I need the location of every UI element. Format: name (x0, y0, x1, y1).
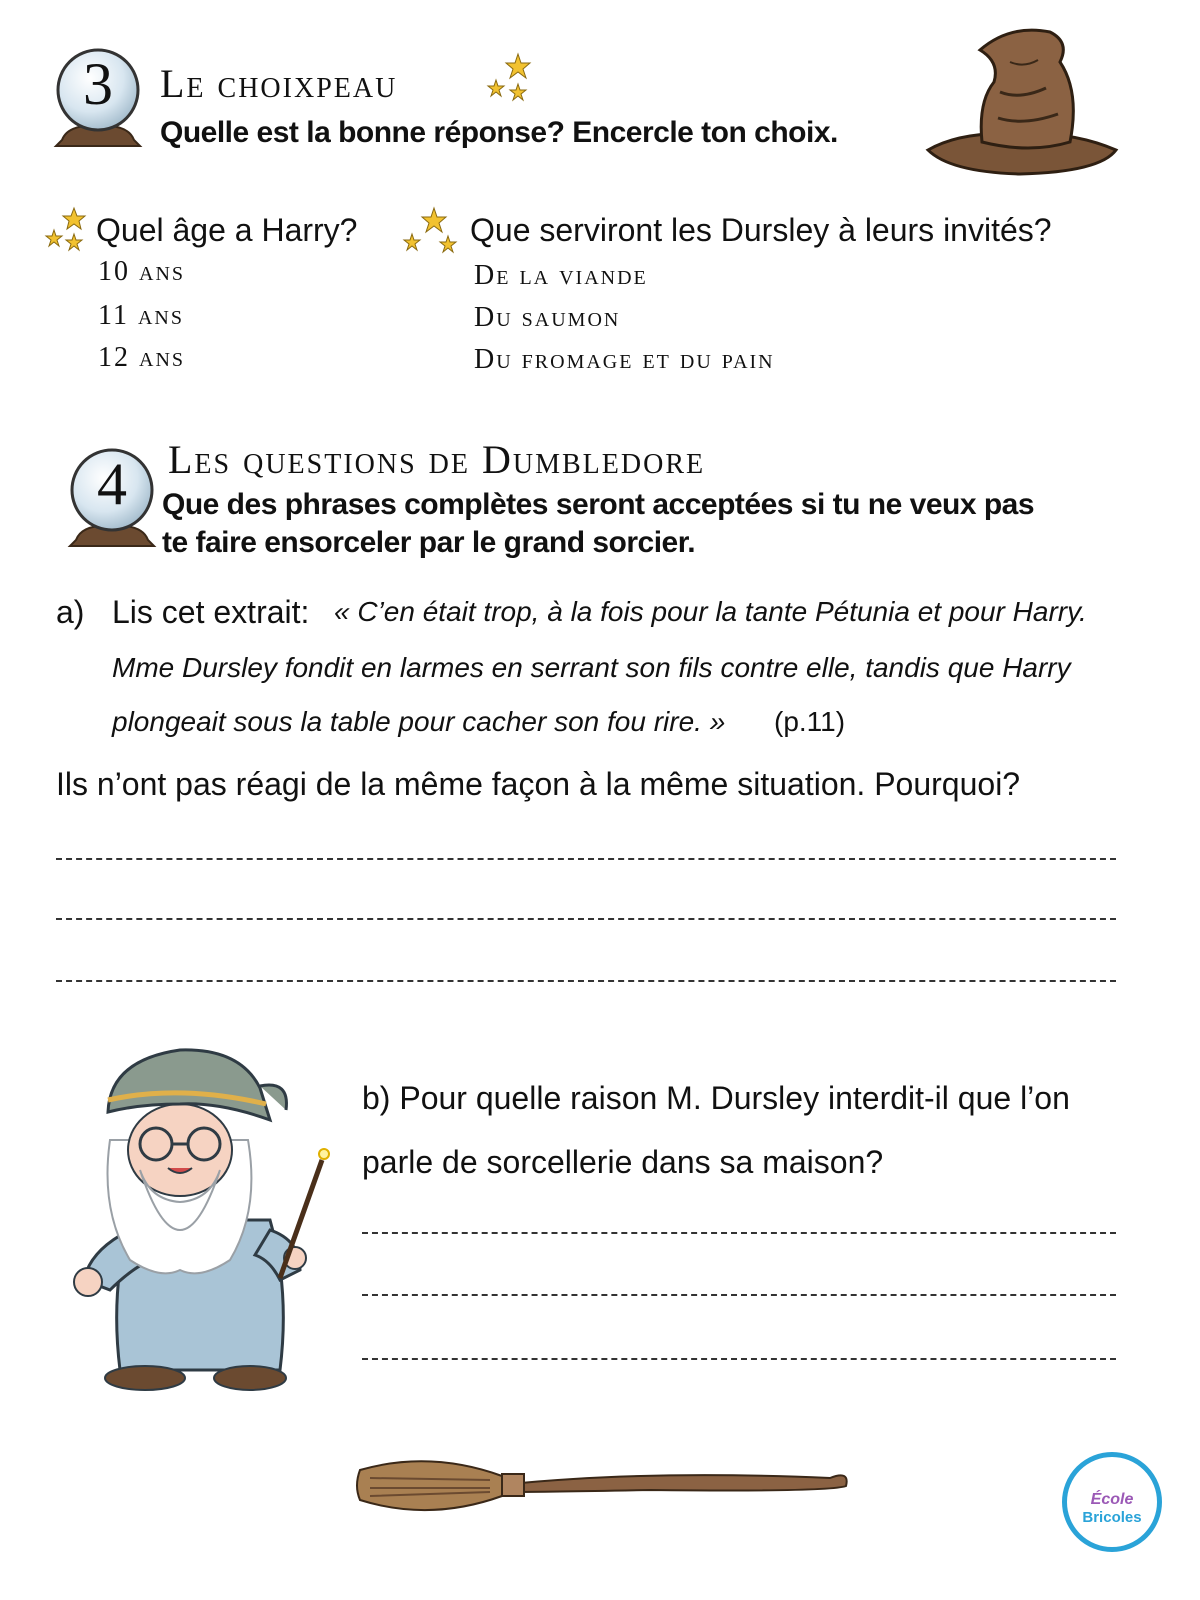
excerpt-line-3: plongeait sous la table pour cacher son fou rire. » (112, 706, 726, 737)
part-a-lead: Lis cet extrait: (112, 594, 310, 630)
logo-text-ecole: École (1090, 1491, 1134, 1508)
question-dursley-guests: Que serviront les Dursley à leurs invités? (470, 212, 1052, 248)
section-3-number: 3 (83, 51, 113, 117)
option-viande[interactable]: De la viande (474, 260, 648, 291)
stars-cluster-icon (400, 206, 464, 262)
excerpt-page-ref: (p.11) (774, 706, 846, 737)
part-a-question: Ils n’ont pas réagi de la même façon à la même situation. Pourquoi? (56, 766, 1021, 802)
answer-line-b1[interactable] (362, 1232, 1116, 1234)
section-3-title: Le choixpeau (160, 61, 398, 106)
option-12-ans[interactable]: 12 ans (98, 342, 186, 373)
section-4-instruction-line2: te faire ensorceler par le grand sorcier. (162, 526, 696, 559)
part-a-marker: a) (56, 594, 85, 630)
answer-line-a1[interactable] (56, 858, 1116, 860)
excerpt-line-2: Mme Dursley fondit en larmes en serrant son fils contre elle, tandis que Harry (112, 652, 1071, 683)
part-b-question-line1: b) Pour quelle raison M. Dursley interdit-il que l’on (362, 1080, 1070, 1116)
section-4-number: 4 (97, 451, 127, 517)
answer-line-b3[interactable] (362, 1358, 1116, 1360)
stars-cluster-icon (482, 52, 538, 108)
section-4-instruction-line1: Que des phrases complètes seront acceptées si tu ne veux pas (162, 488, 1035, 521)
sorting-hat-icon (920, 22, 1120, 187)
broom-icon (350, 1430, 860, 1530)
option-11-ans[interactable]: 11 ans (98, 300, 184, 331)
answer-line-b2[interactable] (362, 1294, 1116, 1296)
stars-cluster-icon (42, 206, 94, 258)
logo-text-bricoles: Bricoles (1082, 1509, 1142, 1526)
section-3-instruction: Quelle est la bonne réponse? Encercle ton choix. (160, 116, 838, 149)
answer-line-a2[interactable] (56, 918, 1116, 920)
answer-line-a3[interactable] (56, 980, 1116, 982)
question-age-harry: Quel âge a Harry? (96, 212, 358, 248)
part-b-question-line2: parle de sorcellerie dans sa maison? (362, 1144, 884, 1180)
section-4-title: Les questions de Dumbledore (168, 437, 706, 482)
option-fromage-pain[interactable]: Du fromage et du pain (474, 344, 775, 375)
option-10-ans[interactable]: 10 ans (98, 256, 186, 287)
excerpt-line-1: « C’en était trop, à la fois pour la tante Pétunia et pour Harry. (334, 596, 1087, 627)
dumbledore-illustration (70, 1030, 350, 1410)
option-saumon[interactable]: Du saumon (474, 302, 621, 333)
ecole-bricoles-logo (1062, 1452, 1162, 1552)
